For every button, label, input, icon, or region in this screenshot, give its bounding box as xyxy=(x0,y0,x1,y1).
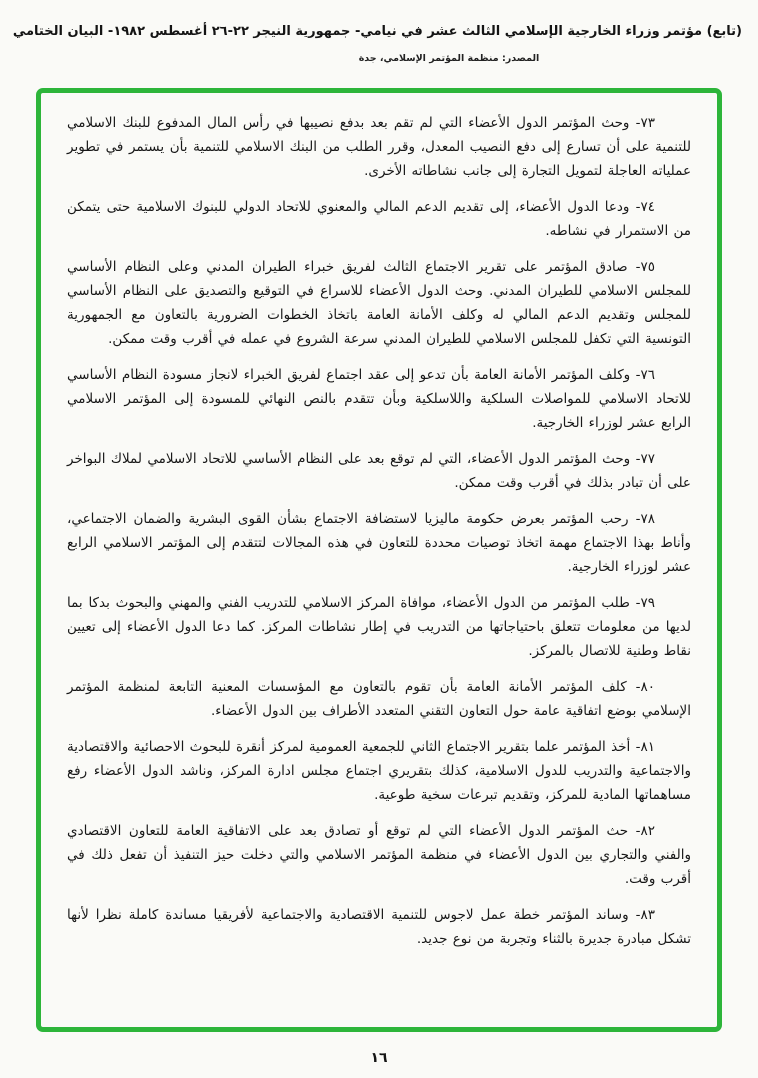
document-title: (تابع) مؤتمر وزراء الخارجية الإسلامي الثالث عشر في نيامي- جمهورية النيجر ٢٢-٢٦ أغسطس ١٩٨٢- البيان الختامي xyxy=(12,24,742,39)
paragraph: ٧٩- طلب المؤتمر من الدول الأعضاء، موافاة المركز الاسلامي للتدريب الفني والمهني والبحوث بدكا بما لديها من معلومات تتعلق باحتياجاتها من التدريب في إطار نشاطات المركز. كما دعا الدول الأعضاء إلى تعيين نقاط وطنية للاتصال بالمركز. xyxy=(67,595,691,659)
paragraph: ٨٢- حث المؤتمر الدول الأعضاء التي لم توقع أو تصادق بعد على الاتفاقية العامة للتعاون الاقتصادي والفني والتجاري بين الدول الأعضاء في منظمة المؤتمر الاسلامي والتي دخلت حيز التنفيذ أن تفعل ذلك في أقرب وقت. xyxy=(67,823,691,887)
paragraph: ٧٧- وحث المؤتمر الدول الأعضاء، التي لم توقع بعد على النظام الأساسي للاتحاد الاسلامي لملاك البواخر على أن تبادر بذلك في أقرب وقت ممكن. xyxy=(67,451,691,491)
paragraph: ٧٨- رحب المؤتمر بعرض حكومة ماليزيا لاستضافة الاجتماع بشأن القوى البشرية والضمان الاجتماعي، وأناط بهذا الاجتماع مهمة اتخاذ توصيات محددة للتعاون في هذه المجالات لتتقدم إلى المؤتمر الاسلامي الرابع عشر لوزراء الخارجية. xyxy=(67,511,691,575)
content-frame xyxy=(36,88,722,1032)
paragraph: ٧٣- وحث المؤتمر الدول الأعضاء التي لم تقم بعد بدفع نصيبها في رأس المال المدفوع للبنك الاسلامي للتنمية على أن تسارع إلى دفع النصيب المعدل، وقرر الطلب من البنك الاسلامي للتنمية بأن يستمر في تطوير عملياته العاجلة لتمويل التجارة إلى جانب نشاطاته الأخرى. xyxy=(67,115,691,179)
page-footer xyxy=(0,1047,758,1066)
paragraph: ٨٣- وساند المؤتمر خطة عمل لاجوس للتنمية الاقتصادية والاجتماعية لأفريقيا مساندة كاملة نظرا لأنها تشكل مبادرة جديرة بالثناء وتجربة من نوع جديد. xyxy=(67,907,691,947)
paragraph: ٨٠- كلف المؤتمر الأمانة العامة بأن تقوم بالتعاون مع المؤسسات المعنية التابعة لمنظمة المؤتمر الإسلامي بوضع اتفاقية عامة حول التعاون التقني المتعدد الأطراف بين الدول الأعضاء. xyxy=(67,679,691,719)
source-row xyxy=(0,46,758,65)
page-number: ١٦ xyxy=(370,1050,388,1066)
page-header xyxy=(0,0,758,65)
paragraph: ٧٦- وكلف المؤتمر الأمانة العامة بأن تدعو إلى عقد اجتماع لفريق الخبراء لانجاز مسودة النظام الأساسي للاتحاد الاسلامي للمواصلات السلكية واللاسلكية وبأن تتقدم بالنص النهائي للمسودة إلى المؤتمر الاسلامي الرابع عشر لوزراء الخارجية. xyxy=(67,367,691,431)
paragraph: ٧٥- صادق المؤتمر على تقرير الاجتماع الثالث لفريق خبراء الطيران المدني وعلى النظام الأساسي للمجلس الاسلامي للطيران المدني. وحث الدول الأعضاء للاسراع في التوقيع والتصديق على النظام الأساسي للمجلس وتقديم الدعم المالي له وكلف الأمانة العامة باتخاذ الخطوات الضرورية بالتعاون مع الجمهورية التونسية التي تكفل للمجلس الاسلامي للطيران المدني سرعة الشروع في عمله في أقرب وقت ممكن. xyxy=(67,259,691,347)
document-source: المصدر: منظمة المؤتمر الإسلامي، جدة xyxy=(358,53,540,64)
paragraph: ٨١- أخذ المؤتمر علما بتقرير الاجتماع الثاني للجمعية العمومية لمركز أنقرة للبحوث الاحصائية والاقتصادية والاجتماعية والتدريب للدول الاسلامية، كذلك بتقريري اجتماع مجلس ادارة المركز، وناشد الدول الأعضاء رفع مساهماتها المادية للمركز، وتقديم تبرعات سخية طوعية. xyxy=(67,739,691,803)
paragraph-list xyxy=(67,111,691,951)
paragraph: ٧٤- ودعا الدول الأعضاء، إلى تقديم الدعم المالي والمعنوي للاتحاد الدولي للبنوك الاسلامية حتى يتمكن من الاستمرار في نشاطه. xyxy=(67,199,691,239)
